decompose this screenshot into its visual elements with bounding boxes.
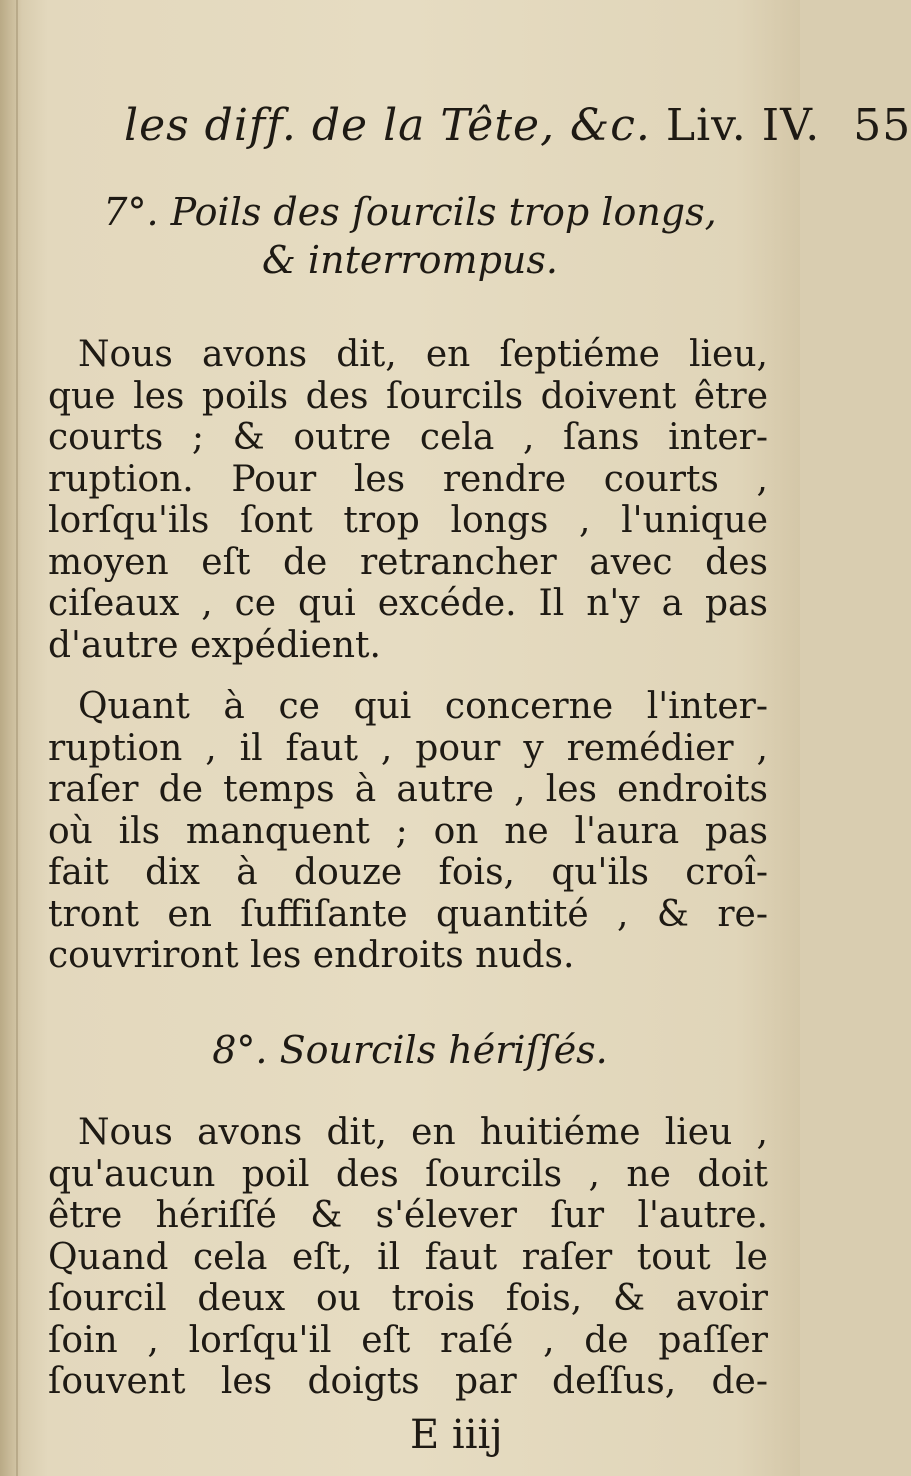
text-line: que les poils des ſourcils doivent être — [48, 375, 768, 417]
section-7-heading-line-2: & interrompus. — [262, 238, 558, 282]
running-head — [124, 96, 911, 156]
running-head-title: les diff. de la Tête, &c. — [124, 100, 651, 151]
text-line: ſouvent les doigts par deſſus, de- — [48, 1361, 768, 1402]
text-line: où ils manquent ; on ne l'aura pas — [48, 810, 768, 852]
text-line: ſourcil deux ou trois fois, & avoir — [48, 1278, 768, 1319]
text-line: Nous avons dit, en huitiéme lieu , — [78, 1112, 768, 1153]
text-line: être hériſſé & s'élever ſur l'autre. — [48, 1195, 768, 1236]
text-line: d'autre expédient. — [48, 624, 381, 666]
section-8-heading-line: 8°. Sourcils hériſſés. — [212, 1028, 608, 1072]
text-line: moyen eſt de retrancher avec des — [48, 541, 768, 583]
page-binding-line — [16, 0, 18, 1476]
section-8-heading — [60, 1026, 760, 1074]
text-line: Quand cela eſt, il faut raſer tout le — [48, 1236, 768, 1278]
text-line: raſer de temps à autre , les endroits — [48, 769, 768, 810]
text-line: couvriront les endroits nuds. — [48, 935, 575, 976]
section-7-paragraph-1 — [48, 334, 768, 666]
section-7-heading-line-1: 7°. Poils des ſourcils trop longs, — [103, 190, 717, 234]
page-number: 55 — [853, 100, 911, 151]
running-head-book: Liv. IV. — [665, 100, 821, 151]
text-line: ſoin , lorſqu'il eſt raſé , de paſſer — [48, 1319, 768, 1361]
text-line: qu'aucun poil des ſourcils , ne doit — [48, 1153, 768, 1195]
section-7-heading — [60, 188, 760, 284]
text-line: Quant à ce qui concerne l'inter- — [78, 686, 768, 727]
signature-mark: E iiij — [410, 1412, 503, 1458]
section-8-paragraph — [48, 1112, 768, 1403]
text-line: fait dix à douze fois, qu'ils croî- — [48, 852, 768, 893]
text-line: tront en ſuffiſante quantité , & re- — [48, 893, 768, 935]
text-line: ruption. Pour les rendre courts , — [48, 458, 768, 500]
text-line: Nous avons dit, en ſeptiéme lieu, — [78, 334, 768, 375]
text-line: courts ; & outre cela , ſans inter- — [48, 417, 768, 458]
page-binding-shadow — [0, 0, 22, 1476]
text-line: lorſqu'ils ſont trop longs , l'unique — [48, 500, 768, 541]
section-7-paragraph-2 — [48, 686, 768, 977]
text-line: ciſeaux , ce qui excéde. Il n'y a pas — [48, 583, 768, 624]
text-line: ruption , il faut , pour y remédier , — [48, 727, 768, 769]
